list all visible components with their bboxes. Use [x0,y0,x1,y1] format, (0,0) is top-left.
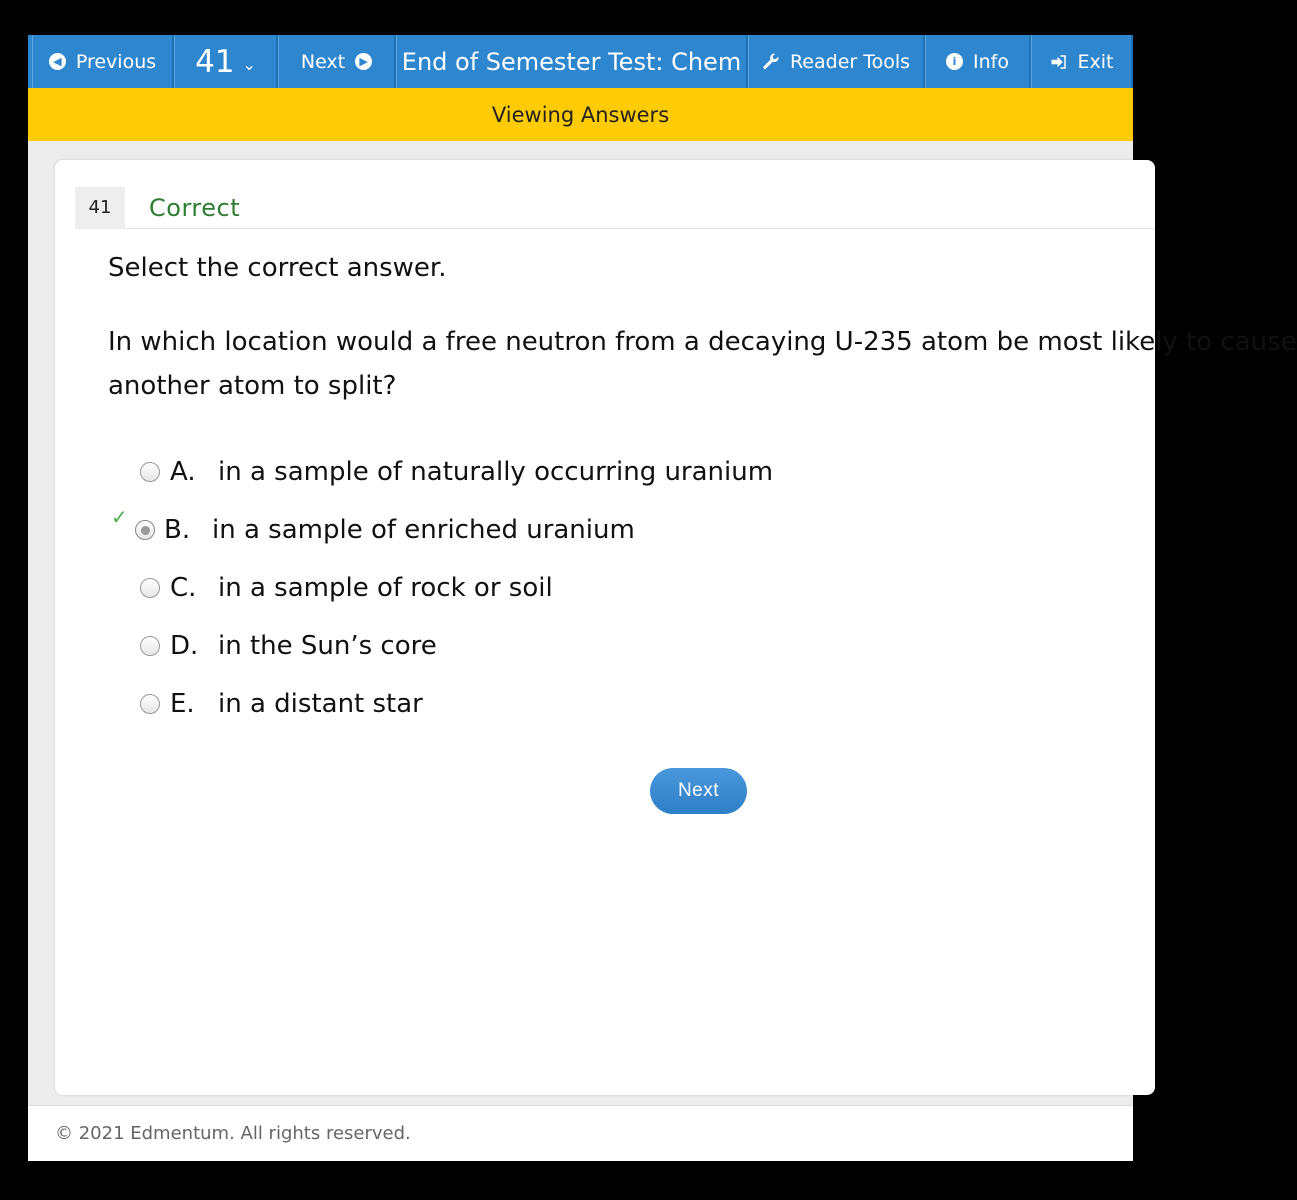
reader-tools-button[interactable] [748,35,925,88]
previous-label: Previous [75,50,157,73]
choice-c[interactable] [135,559,773,617]
next-button[interactable]: Next [650,768,747,814]
correct-check-icon: ✓ [111,505,128,529]
info-button[interactable] [925,35,1031,88]
answer-status: Correct [149,193,241,222]
choice-c-radio[interactable] [140,578,160,598]
question-text [108,320,1297,408]
sign-out-icon [1050,53,1068,71]
choice-a[interactable] [135,443,773,501]
test-app [28,35,1297,1161]
choice-letter: C. [170,573,197,603]
choice-text: in a sample of rock or soil [218,573,553,603]
arrow-right-circle-icon: ▶ [355,53,372,70]
question-text-line-2: another atom to split? [108,371,397,401]
viewing-answers-banner [28,88,1133,141]
choice-b-radio[interactable] [135,520,155,540]
choice-b[interactable] [111,501,773,559]
next-toolbar-button[interactable] [278,35,396,88]
choice-e[interactable] [135,675,773,733]
choice-text: in a distant star [218,689,423,719]
question-instruction: Select the correct answer. [108,253,447,283]
choice-text: in a sample of naturally occurring uranium [218,457,774,487]
choice-letter: A. [170,457,196,487]
info-label: Info [973,50,1009,73]
previous-button[interactable] [32,35,174,88]
question-selector-dropdown[interactable] [174,35,278,88]
choice-a-radio[interactable] [140,462,160,482]
wrench-icon [762,53,780,71]
question-header [75,187,1155,229]
info-icon: i [946,53,963,70]
banner-text: Viewing Answers [491,102,670,127]
top-toolbar [28,35,1133,88]
choice-e-radio[interactable] [140,694,160,714]
chevron-down-icon: ⌄ [242,55,256,74]
arrow-left-circle-icon: ◀ [49,53,66,70]
test-title-text: End of Semester Test: Chem [401,47,742,76]
choice-d[interactable] [135,617,773,675]
exit-label: Exit [1077,50,1114,73]
question-card [55,160,1297,1095]
reader-tools-label: Reader Tools [789,50,911,73]
question-selector-number: 41 [195,43,235,80]
test-title [396,35,748,88]
choice-letter: B. [164,515,191,545]
exit-button[interactable] [1031,35,1133,88]
choice-text: in a sample of enriched uranium [212,515,635,545]
answer-choices [111,443,774,733]
next-toolbar-label: Next [300,50,346,73]
choice-text: in the Sun’s core [218,631,437,661]
choice-letter: D. [170,631,199,661]
choice-d-radio[interactable] [140,636,160,656]
footer [28,1105,1133,1161]
question-text-line-1: In which location would a free neutron from a decaying U-235 atom be most likely to cause [108,327,1297,357]
question-number-badge: 41 [75,187,125,229]
radio-selected-dot [141,526,150,535]
copyright-text: © 2021 Edmentum. All rights reserved. [55,1123,411,1144]
choice-letter: E. [170,689,195,719]
